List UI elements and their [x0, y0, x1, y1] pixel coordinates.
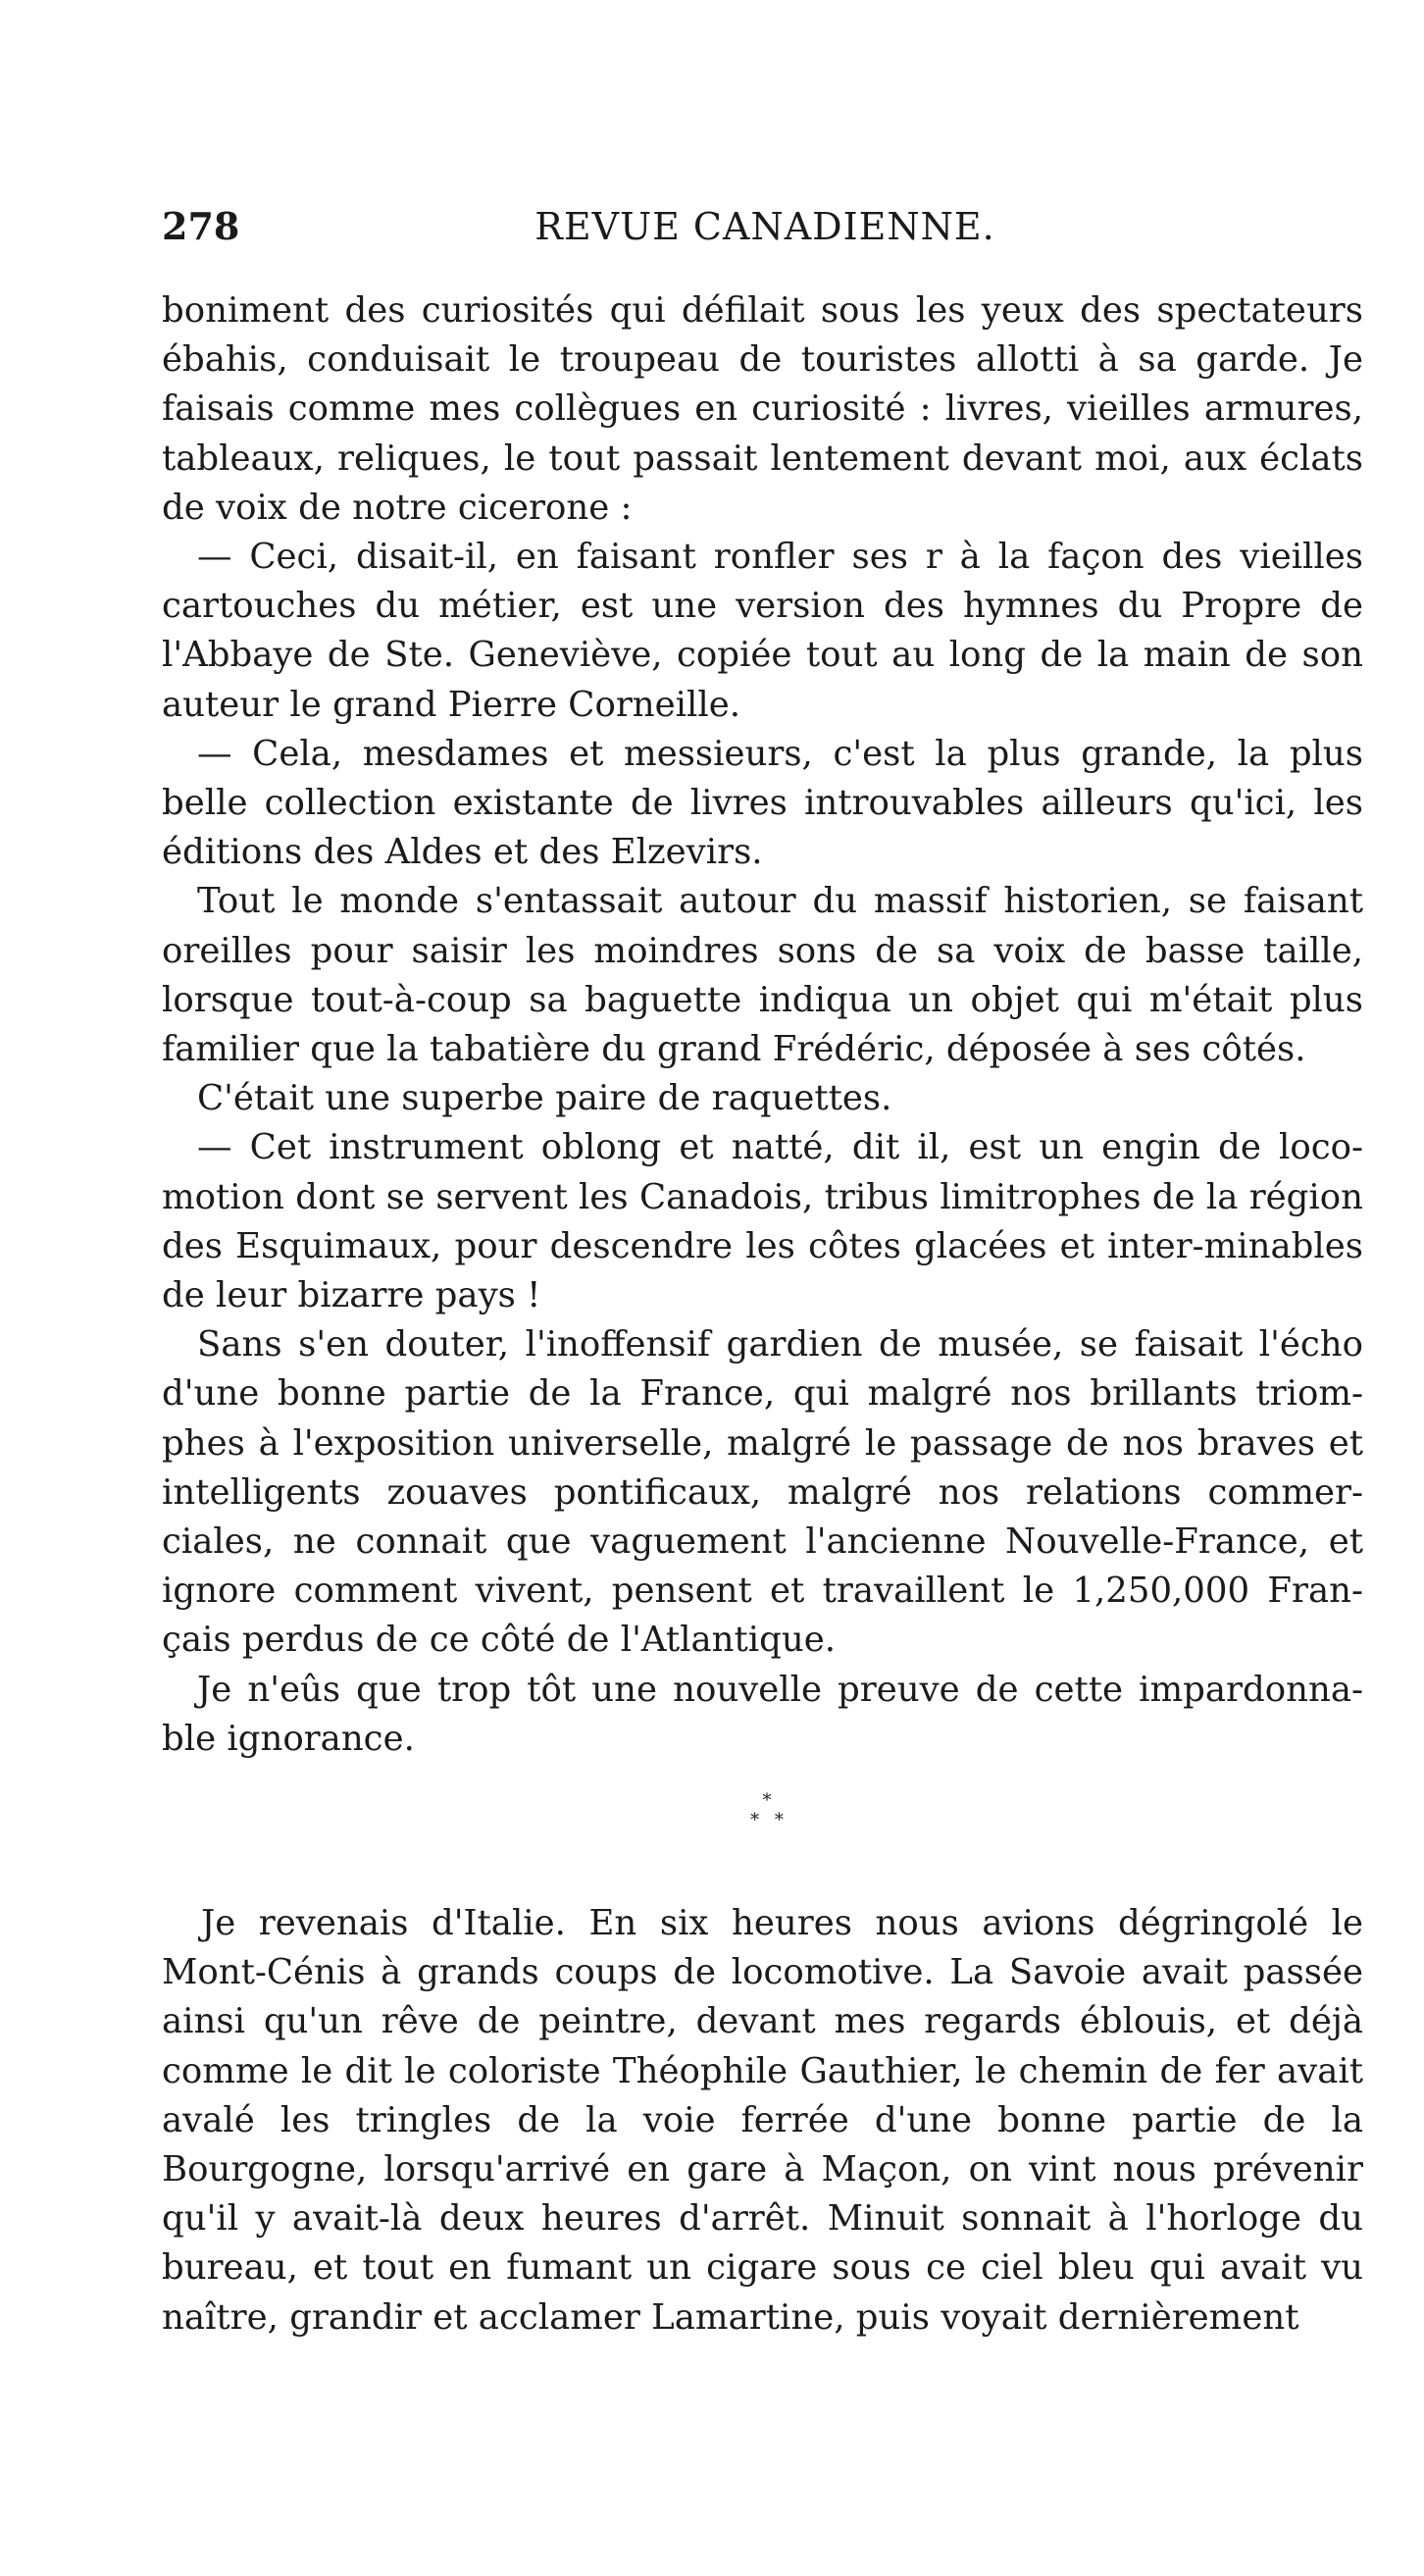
asterism-star-left: *: [750, 1810, 760, 1830]
paragraph-italy: Je revenais d'Italie. En six heures nous avions dégringolé le Mont-Cénis à grands coups de locomotive. La Savoie avait passée ainsi qu'un rêve de peintre, devant mes regards éblouis, et déjà comme le dit le coloriste Théophile Gauthier, le chemin de fer avait avalé les tringles de la voie ferrée d'une bonne partie de la Bourgogne, lorsqu'arrivé en gare à Maçon, on vint nous prévenir qu'il y avait-là deux heures d'arrêt. Minuit sonnait à l'horloge du bureau, et tout en fumant un cigare sous ce ciel bleu qui avait vu naître, grandir et acclamer Lamartine, puis voyait dernièrement: [162, 1903, 1363, 2338]
page-number: 278: [162, 204, 240, 248]
paragraph-snowshoes: C'était une superbe paire de raquettes.: [197, 1078, 892, 1119]
paragraph-dialogue-instrument: — Cet instrument oblong et natté, dit il, est un engin de loco-motion dont se servent les Canadois, tribus limitrophes de la région des Esquimaux, pour descendre les côtes glacées et inter-minables de leur bizarre pays !: [162, 1127, 1363, 1316]
running-head: [162, 199, 1368, 254]
paragraph-crowd: Tout le monde s'entassait autour du massif historien, se faisant oreilles pour saisir les moindres sons de sa voix de basse taille, lorsque tout-à-coup sa baguette indiqua un objet qui m'était plus familier que la tabatière du grand Frédéric, déposée à ses côtés.: [162, 881, 1363, 1070]
asterism-star-right: *: [774, 1810, 784, 1830]
paragraph-dialogue-collection: — Cela, mesdames et messieurs, c'est la plus grande, la plus belle collection existante de livres introuvables ailleurs qu'ici, les éditions des Aldes et des Elzevirs.: [162, 733, 1363, 873]
section-separator-asterism: [739, 1791, 794, 1836]
journal-title: REVUE CANADIENNE.: [534, 205, 995, 248]
main-text-section: [162, 286, 1363, 1764]
paragraph-dialogue-corneille: — Ceci, disait-il, en faisant ronfler ses r à la façon des vieilles cartouches du métier, est une version des hymnes du Propre de l'Abbaye de Ste. Geneviève, copiée tout au long de la main de son auteur le grand Pierre Corneille.: [162, 537, 1363, 725]
paragraph-ignorance: Je n'eûs que trop tôt une nouvelle preuve de cette impardonna-ble ignorance.: [162, 1669, 1363, 1759]
paragraph-continued: boniment des curiosités qui défilait sous les yeux des spectateurs ébahis, conduisait le troupeau de touristes allotti à sa garde. Je faisais comme mes collègues en curiosité : livres, vieilles armures, tableaux, reliques, le tout passait lentement devant moi, aux éclats de voix de notre cicerone :: [162, 290, 1363, 528]
asterism-star-row: [739, 1811, 794, 1830]
asterism-star-top: *: [762, 1790, 772, 1811]
paragraph-france: Sans s'en douter, l'inoffensif gardien de musée, se faisait l'écho d'une bonne partie de la France, qui malgré nos brillants triom-phes à l'exposition universelle, malgré le passage de nos braves et intelligents zouaves pontificaux, malgré nos relations commer-ciales, ne connait que vaguement l'ancienne Nouvelle-France, et ignore comment vivent, pensent et travaillent le 1,250,000 Fran-çais perdus de ce côté de l'Atlantique.: [162, 1324, 1363, 1661]
second-text-section: [162, 1899, 1363, 2343]
